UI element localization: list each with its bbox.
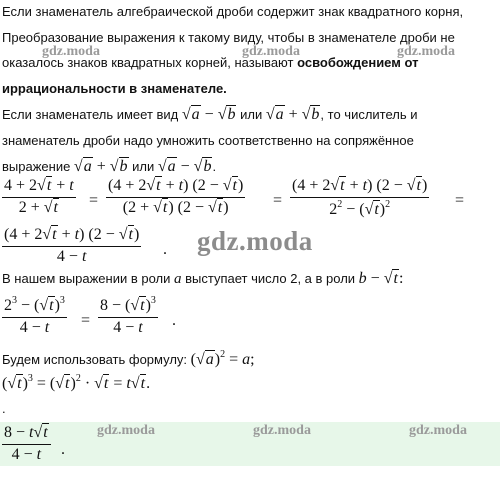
fraction-cube-form: $\frac{2^3 - (√t)^3}{4 - t}$ [4, 295, 65, 336]
expr-sqrt-a-plus-sqrt-b: √a + √b [265, 106, 320, 123]
watermark-logo: gdz.moda [409, 423, 467, 438]
expr-sqrt-a-minus-sqrt-b-2: √a − √b [157, 158, 212, 175]
watermark-logo: gdz.moda [397, 44, 455, 59]
paragraph-line-7: выражение √a + √b или √a − √b. [2, 158, 217, 175]
watermark-logo: gdz.moda [242, 44, 300, 59]
formula-text: Будем использовать формулу: [2, 352, 191, 367]
fraction-original: $\frac{4 + 2√t + t}{2 + √t}$ [4, 177, 74, 216]
watermark-logo: gdz.moda [253, 423, 311, 438]
substitution-text-b: выступает число 2, а в роли [181, 271, 359, 286]
equals-sign-3: = [455, 192, 465, 209]
period-3: . [61, 441, 65, 458]
fraction-eight-form: $\frac{8 - (√t)^3}{4 - t}$ [100, 295, 156, 336]
line7-or: или [128, 159, 158, 174]
fraction-simplified: $\frac{(4 + 2√t + t) (2 - √t)}{4 - t}$ [4, 226, 140, 265]
watermark-logo: gdz.moda [97, 423, 155, 438]
answer-fraction: $\frac{8 - t√t}{4 - t}$ [2, 424, 51, 464]
line7-text-a: выражение [2, 159, 74, 174]
bold-term-continuation: иррациональности в знаменателе. [2, 81, 227, 96]
paragraph-substitution: В нашем выражении в роли a выступает число 2, а в роли b − √t: [2, 270, 404, 287]
paragraph-line-3-text: оказалось знаков квадратных корней, называют [2, 55, 298, 70]
paragraph-line-5 [2, 106, 418, 123]
expr-sqrt-a-plus-sqrt-b-2: √a + √b [73, 158, 128, 175]
watermark-logo-large: gdz.moda [197, 226, 313, 256]
period-1: . [163, 241, 167, 258]
identity-sqrt-t-cubed: $(√t)^3 = (√t)^2 \cdot √t = t√t$. [2, 373, 151, 392]
equals-sign-2: = [273, 192, 283, 209]
period-2: . [172, 312, 176, 329]
expr-b-minus-sqrt-t: b − √t: [358, 270, 404, 287]
equals-sign-1: = [89, 192, 99, 209]
line5-text-a: Если знаменатель имеет вид [2, 107, 182, 122]
stray-period: . [2, 401, 6, 416]
watermark-logo: gdz.moda [42, 44, 100, 59]
paragraph-formula [2, 346, 255, 368]
equals-sign-4: = [81, 312, 91, 329]
paragraph-line-6: знаменатель дроби надо умножить соответственно на сопряжённое [2, 133, 414, 148]
paragraph-line-1: Если знаменатель алгебраической дроби содержит знак квадратного корня, [2, 4, 464, 19]
bold-term: освобождением от [297, 55, 419, 70]
fraction-multiplied: $\frac{(4 + 2√t + t) (2 - √t)}{(2 + √t) (2 - √t)}$ [108, 177, 244, 216]
substitution-text-a: В нашем выражении в роли [2, 271, 175, 286]
fraction-difference-of-squares: $\frac{(4 + 2√t + t) (2 - √t)}{2^2 - (√t)^2}$ [292, 177, 428, 218]
paragraph-line-2: Преобразование выражения к такому виду, чтобы в знаменателе дроби не [2, 30, 455, 45]
expr-sqrt-a-minus-sqrt-b: √a − √b [181, 106, 236, 123]
line5-or: или [236, 107, 266, 122]
line5-text-b: , то числитель и [320, 107, 418, 122]
formula-sqrt-a-squared: $(√a)^2 = a$; [190, 349, 255, 368]
